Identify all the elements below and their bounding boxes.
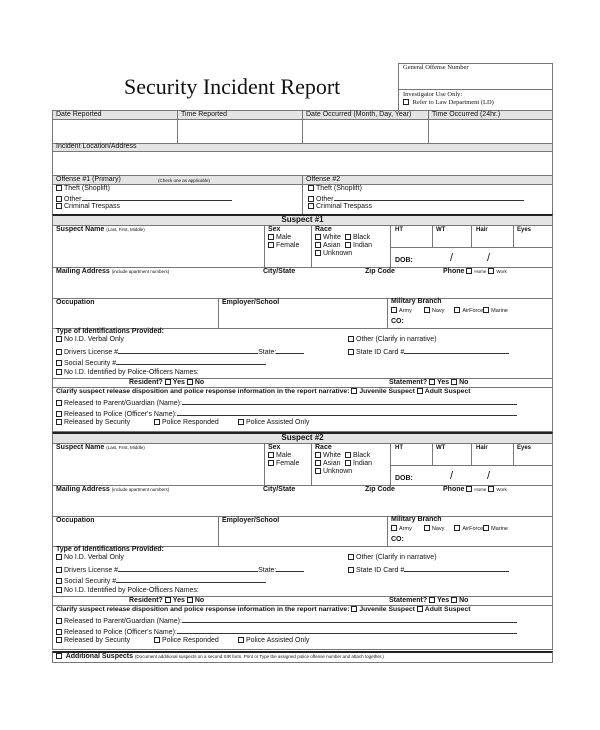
phone-label: Phone bbox=[443, 486, 465, 493]
dob-label: DOB: bbox=[395, 475, 413, 482]
work-label: Work bbox=[496, 269, 507, 274]
suspect-name-field[interactable] bbox=[56, 454, 261, 482]
id-title: Type of Identifications Provided: bbox=[56, 328, 164, 335]
police-assisted-label: Police Assisted Only bbox=[246, 419, 310, 426]
location-label: Incident Location/Address bbox=[56, 143, 137, 150]
eyes-label: Eyes bbox=[517, 227, 532, 233]
race-label: Race bbox=[315, 226, 332, 233]
dob-separator: / bbox=[487, 252, 491, 264]
offense1-other-label: Other bbox=[64, 196, 82, 203]
offense2-label: Offense #2 bbox=[306, 176, 341, 183]
marine-checkbox[interactable] bbox=[483, 307, 489, 313]
dob-separator: / bbox=[487, 470, 491, 482]
resident-no-label: No bbox=[194, 379, 205, 386]
dl-state-field[interactable] bbox=[276, 347, 304, 354]
unknown-label: Unknown bbox=[323, 250, 353, 257]
id-police-checkbox[interactable] bbox=[56, 369, 62, 375]
hair-label: Hair bbox=[476, 227, 488, 233]
offense2-other-field[interactable] bbox=[334, 194, 524, 201]
released-security-label: Released by Security bbox=[64, 419, 131, 426]
police-responded-label: Police Responded bbox=[162, 419, 219, 426]
id-stateid-checkbox[interactable] bbox=[348, 567, 354, 573]
statement-yes-checkbox[interactable] bbox=[429, 379, 435, 385]
refer-law-label: Refer to Law Department (LD) bbox=[412, 99, 494, 106]
city-label: City/State bbox=[263, 486, 296, 493]
offense1-other-field[interactable] bbox=[82, 194, 232, 201]
released-parent-checkbox[interactable] bbox=[56, 400, 62, 406]
female-label: Female bbox=[276, 460, 300, 467]
released-security-checkbox[interactable] bbox=[56, 419, 62, 425]
police-responded-label: Police Responded bbox=[162, 637, 219, 644]
parent-name-field[interactable] bbox=[182, 398, 517, 405]
id-police-label: No I.D. Identified by Police-Officers Names: bbox=[64, 587, 199, 594]
mailing-address-field[interactable] bbox=[56, 277, 546, 297]
employer-label: Employer/School bbox=[222, 517, 280, 524]
female-checkbox[interactable] bbox=[268, 242, 274, 248]
suspect-title: Suspect #1 bbox=[281, 215, 324, 224]
navy-checkbox[interactable] bbox=[424, 307, 430, 313]
marine-label: Marine bbox=[491, 308, 508, 314]
id-state-label: State: bbox=[258, 349, 277, 356]
ht-label: HT bbox=[395, 445, 403, 451]
military-label: Military Branch bbox=[391, 516, 442, 523]
offense-number-label: General Offense Number bbox=[403, 64, 469, 71]
resident-yes-checkbox[interactable] bbox=[165, 597, 171, 603]
resident-label: Resident? bbox=[129, 379, 163, 386]
asian-checkbox[interactable] bbox=[315, 460, 321, 466]
asian-label: Asian bbox=[323, 242, 341, 249]
white-label: White bbox=[323, 234, 341, 241]
asian-checkbox[interactable] bbox=[315, 242, 321, 248]
adult-checkbox[interactable] bbox=[417, 388, 423, 394]
suspect-name-field[interactable] bbox=[56, 236, 261, 264]
dl-state-field[interactable] bbox=[276, 565, 304, 572]
officer-name-field[interactable] bbox=[177, 627, 517, 634]
eyes-label: Eyes bbox=[517, 445, 532, 451]
female-label: Female bbox=[276, 242, 300, 249]
resident-yes-label: Yes bbox=[172, 597, 185, 604]
id-dl-checkbox[interactable] bbox=[56, 567, 62, 573]
mailing-note: (include apartment numbers) bbox=[111, 269, 170, 274]
marine-checkbox[interactable] bbox=[483, 525, 489, 531]
wt-label: WT bbox=[436, 445, 446, 451]
suspect-name-note: (Last, First, Middle) bbox=[106, 227, 145, 232]
suspect-section-1 bbox=[52, 214, 553, 432]
marine-label: Marine bbox=[491, 526, 508, 532]
army-checkbox[interactable] bbox=[391, 525, 397, 531]
investigator-label: Investigator Use Only: bbox=[403, 91, 463, 98]
indian-label: Indian bbox=[353, 460, 373, 467]
male-label: Male bbox=[276, 234, 292, 241]
army-checkbox[interactable] bbox=[391, 307, 397, 313]
offense1-note: (Check one as applicable) bbox=[158, 178, 211, 183]
mailing-label: Mailing Address bbox=[56, 268, 110, 275]
indian-checkbox[interactable] bbox=[345, 242, 351, 248]
additional-suspects-label: Additional Suspects bbox=[65, 653, 133, 660]
time-reported-field[interactable] bbox=[178, 120, 301, 142]
asian-label: Asian bbox=[323, 460, 341, 467]
resident-yes-checkbox[interactable] bbox=[165, 379, 171, 385]
statement-no-checkbox[interactable] bbox=[451, 379, 457, 385]
id-other-label: Other (Clarify in narrative) bbox=[356, 554, 437, 561]
dob-separator: / bbox=[450, 470, 454, 482]
home-label: Home bbox=[474, 487, 487, 492]
dob-separator: / bbox=[450, 252, 454, 264]
offense1-trespass-checkbox[interactable] bbox=[56, 203, 62, 209]
offense1-label: Offense #1 (Primary) bbox=[56, 176, 121, 183]
co-label: CO: bbox=[391, 318, 404, 325]
occupation-label: Occupation bbox=[56, 517, 95, 524]
juvenile-checkbox[interactable] bbox=[351, 388, 357, 394]
dob-label: DOB: bbox=[395, 257, 413, 264]
army-label: Army bbox=[399, 308, 412, 314]
location-field[interactable] bbox=[53, 152, 552, 174]
released-parent-label: Released to Parent/Guardian (Name): bbox=[64, 400, 182, 407]
time-occurred-label: Time Occurred (24hr.) bbox=[432, 111, 501, 118]
additional-suspects-note: (Document additional suspects on a second SIR form. Print or Type the assigned police offense number and attach together.) bbox=[134, 654, 384, 659]
airforce-label: AirForce bbox=[462, 308, 484, 314]
male-label: Male bbox=[276, 452, 292, 459]
id-other-label: Other (Clarify in narrative) bbox=[356, 336, 437, 343]
army-label: Army bbox=[399, 526, 412, 532]
resident-yes-label: Yes bbox=[172, 379, 185, 386]
date-reported-field[interactable] bbox=[53, 120, 176, 142]
id-ss-label: Social Security # bbox=[64, 578, 117, 585]
male-checkbox[interactable] bbox=[268, 234, 274, 240]
zip-label: Zip Code bbox=[365, 486, 395, 493]
offense2-other-checkbox[interactable] bbox=[308, 196, 314, 202]
suspect-section-2 bbox=[52, 432, 553, 650]
mailing-address-field[interactable] bbox=[56, 495, 546, 515]
released-police-checkbox[interactable] bbox=[56, 629, 62, 635]
statement-yes-label: Yes bbox=[437, 379, 450, 386]
unknown-label: Unknown bbox=[323, 468, 353, 475]
work-checkbox[interactable] bbox=[488, 486, 494, 492]
work-checkbox[interactable] bbox=[488, 268, 494, 274]
id-ss-checkbox[interactable] bbox=[56, 578, 62, 584]
police-responded-checkbox[interactable] bbox=[154, 419, 160, 425]
date-occurred-label: Date Occurred (Month, Day, Year) bbox=[306, 111, 412, 118]
co-label: CO: bbox=[391, 536, 404, 543]
airforce-checkbox[interactable] bbox=[454, 525, 460, 531]
id-verbal-label: No I.D. Verbal Only bbox=[64, 554, 124, 561]
id-verbal-checkbox[interactable] bbox=[56, 336, 62, 342]
white-checkbox[interactable] bbox=[315, 452, 321, 458]
offense2-trespass-checkbox[interactable] bbox=[308, 203, 314, 209]
refer-law-checkbox[interactable] bbox=[403, 99, 409, 105]
sex-label: Sex bbox=[268, 226, 281, 233]
black-checkbox[interactable] bbox=[345, 234, 351, 240]
stateid-number-field[interactable] bbox=[404, 347, 509, 354]
date-occurred-field[interactable] bbox=[303, 120, 427, 142]
police-responded-checkbox[interactable] bbox=[154, 637, 160, 643]
suspect-name-label: Suspect Name bbox=[56, 226, 105, 233]
time-occurred-field[interactable] bbox=[429, 120, 552, 142]
occupation-label: Occupation bbox=[56, 299, 95, 306]
offense2-trespass-label: Criminal Trespass bbox=[316, 203, 373, 210]
id-other-checkbox[interactable] bbox=[348, 336, 354, 342]
ss-number-field[interactable] bbox=[116, 576, 266, 583]
id-police-label: No I.D. Identified by Police-Officers Names: bbox=[64, 369, 199, 376]
statement-no-label: No bbox=[459, 597, 469, 604]
additional-suspects-checkbox[interactable] bbox=[56, 653, 62, 659]
id-ss-label: Social Security # bbox=[64, 360, 117, 367]
black-checkbox[interactable] bbox=[345, 452, 351, 458]
offense1-trespass-label: Criminal Trespass bbox=[64, 203, 121, 210]
mailing-note: (include apartment numbers) bbox=[111, 487, 170, 492]
resident-no-checkbox[interactable] bbox=[187, 379, 193, 385]
navy-label: Navy bbox=[431, 308, 445, 314]
unknown-checkbox[interactable] bbox=[315, 468, 321, 474]
sex-label: Sex bbox=[268, 444, 281, 451]
work-label: Work bbox=[496, 487, 507, 492]
released-security-checkbox[interactable] bbox=[56, 637, 62, 643]
juvenile-label: Juvenile Suspect bbox=[359, 388, 415, 395]
military-label: Military Branch bbox=[391, 298, 442, 305]
offense2-other-label: Other bbox=[316, 196, 334, 203]
id-stateid-label: State ID Card # bbox=[356, 349, 405, 356]
phone-label: Phone bbox=[443, 268, 465, 275]
resident-label: Resident? bbox=[129, 597, 163, 604]
page-title: Security Incident Report bbox=[124, 74, 341, 99]
statement-no-label: No bbox=[459, 379, 469, 386]
suspect-name-note: (Last, First, Middle) bbox=[106, 445, 145, 450]
resident-no-label: No bbox=[194, 597, 205, 604]
police-assisted-label: Police Assisted Only bbox=[246, 637, 310, 644]
statement-label: Statement? bbox=[389, 597, 428, 604]
offense1-theft-checkbox[interactable] bbox=[56, 185, 62, 191]
male-checkbox[interactable] bbox=[268, 452, 274, 458]
adult-label: Adult Suspect bbox=[424, 388, 471, 395]
navy-label: Navy bbox=[431, 526, 445, 532]
black-label: Black bbox=[353, 452, 371, 459]
black-label: Black bbox=[353, 234, 371, 241]
ss-number-field[interactable] bbox=[116, 358, 266, 365]
mailing-label: Mailing Address bbox=[56, 486, 110, 493]
employer-label: Employer/School bbox=[222, 299, 280, 306]
dl-number-field[interactable] bbox=[118, 565, 258, 572]
id-stateid-checkbox[interactable] bbox=[348, 349, 354, 355]
id-dl-label: Drivers License # bbox=[64, 567, 119, 574]
statement-no-checkbox[interactable] bbox=[451, 597, 457, 603]
date-reported-label: Date Reported bbox=[56, 111, 102, 118]
id-verbal-checkbox[interactable] bbox=[56, 554, 62, 560]
id-dl-label: Drivers License # bbox=[64, 349, 119, 356]
police-assisted-checkbox[interactable] bbox=[238, 637, 244, 643]
released-police-label: Released to Police (Officer's Name): bbox=[64, 411, 177, 418]
id-title: Type of Identifications Provided: bbox=[56, 546, 164, 553]
white-checkbox[interactable] bbox=[315, 234, 321, 240]
clarify-label: Clarify suspect release disposition and police response information in the report narrative: bbox=[56, 388, 350, 395]
indian-checkbox[interactable] bbox=[345, 460, 351, 466]
wt-label: WT bbox=[436, 227, 446, 233]
id-stateid-label: State ID Card # bbox=[356, 567, 405, 574]
juvenile-checkbox[interactable] bbox=[351, 606, 357, 612]
statement-yes-checkbox[interactable] bbox=[429, 597, 435, 603]
suspect-title: Suspect #2 bbox=[281, 433, 324, 442]
adult-label: Adult Suspect bbox=[424, 606, 471, 613]
released-police-checkbox[interactable] bbox=[56, 411, 62, 417]
offense2-theft-label: Theft (Shoplift) bbox=[316, 185, 362, 192]
ht-label: HT bbox=[395, 227, 403, 233]
time-reported-label: Time Reported bbox=[181, 111, 228, 118]
hair-label: Hair bbox=[476, 445, 488, 451]
offense2-theft-checkbox[interactable] bbox=[308, 185, 314, 191]
id-dl-checkbox[interactable] bbox=[56, 349, 62, 355]
clarify-label: Clarify suspect release disposition and police response information in the report narrative: bbox=[56, 606, 350, 613]
id-verbal-label: No I.D. Verbal Only bbox=[64, 336, 124, 343]
officer-name-field[interactable] bbox=[177, 409, 517, 416]
female-checkbox[interactable] bbox=[268, 460, 274, 466]
stateid-number-field[interactable] bbox=[404, 565, 509, 572]
statement-label: Statement? bbox=[389, 379, 428, 386]
city-label: City/State bbox=[263, 268, 296, 275]
home-label: Home bbox=[474, 269, 487, 274]
airforce-checkbox[interactable] bbox=[454, 307, 460, 313]
home-checkbox[interactable] bbox=[466, 486, 472, 492]
navy-checkbox[interactable] bbox=[424, 525, 430, 531]
airforce-label: AirForce bbox=[462, 526, 484, 532]
id-other-checkbox[interactable] bbox=[348, 554, 354, 560]
home-checkbox[interactable] bbox=[466, 268, 472, 274]
statement-yes-label: Yes bbox=[437, 597, 450, 604]
unknown-checkbox[interactable] bbox=[315, 250, 321, 256]
id-state-label: State: bbox=[258, 567, 277, 574]
id-ss-checkbox[interactable] bbox=[56, 360, 62, 366]
suspect-name-label: Suspect Name bbox=[56, 444, 105, 451]
parent-name-field[interactable] bbox=[182, 616, 517, 623]
offense1-other-checkbox[interactable] bbox=[56, 196, 62, 202]
released-parent-checkbox[interactable] bbox=[56, 618, 62, 624]
white-label: White bbox=[323, 452, 341, 459]
released-security-label: Released by Security bbox=[64, 637, 131, 644]
id-police-checkbox[interactable] bbox=[56, 587, 62, 593]
adult-checkbox[interactable] bbox=[417, 606, 423, 612]
police-assisted-checkbox[interactable] bbox=[238, 419, 244, 425]
released-police-label: Released to Police (Officer's Name): bbox=[64, 629, 177, 636]
released-parent-label: Released to Parent/Guardian (Name): bbox=[64, 618, 182, 625]
indian-label: Indian bbox=[353, 242, 373, 249]
race-label: Race bbox=[315, 444, 332, 451]
resident-no-checkbox[interactable] bbox=[187, 597, 193, 603]
juvenile-label: Juvenile Suspect bbox=[359, 606, 415, 613]
zip-label: Zip Code bbox=[365, 268, 395, 275]
dl-number-field[interactable] bbox=[118, 347, 258, 354]
offense1-theft-label: Theft (Shoplift) bbox=[64, 185, 110, 192]
